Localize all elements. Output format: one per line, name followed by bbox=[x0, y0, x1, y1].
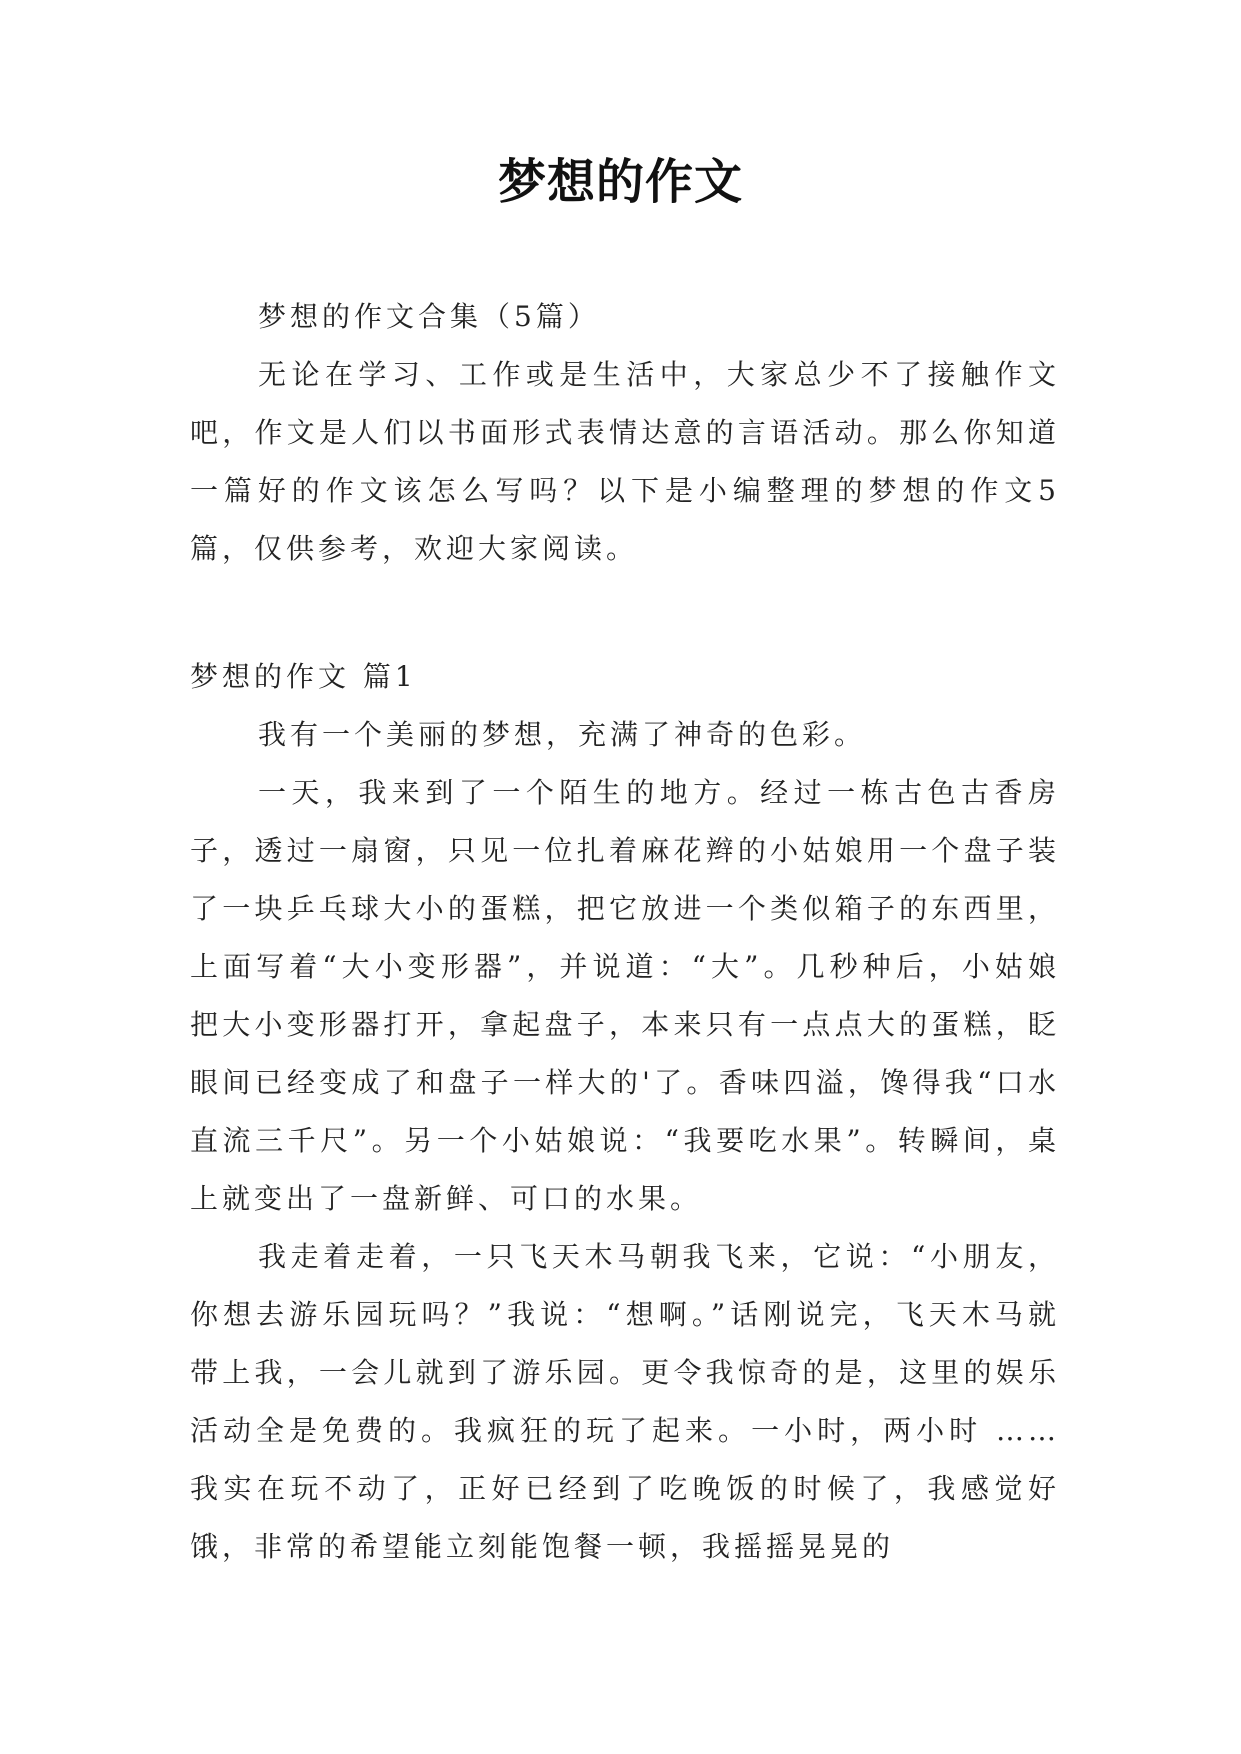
intro-paragraph: 无论在学习、工作或是生活中，大家总少不了接触作文吧，作文是人们以书面形式表情达意的言语活动。那么你知道一篇好的作文该怎么写吗？以下是小编整理的梦想的作文5篇，仅供参考，欢迎大家阅读。 bbox=[190, 358, 1060, 565]
section-spacer bbox=[190, 578, 1060, 648]
document-title: 梦想的作文 bbox=[497, 154, 743, 210]
section-heading: 梦想的作文 篇1 bbox=[190, 660, 417, 693]
body-paragraph-2: 一天，我来到了一个陌生的地方。经过一栋古色古香房子，透过一扇窗，只见一位扎着麻花辫的小姑娘用一个盘子装了一块乒乓球大小的蛋糕，把它放进一个类似箱子的东西里，上面写着“大小变形器”，并说道：“大”。几秒种后，小姑娘把大小变形器打开，拿起盘子，本来只有一点点大的蛋糕，眨眼间已经变成了和盘子一样大的'了。香味四溢，馋得我“口水直流三千尺”。另一个小姑娘说：“我要吃水果”。转瞬间，桌上就变出了一盘新鲜、可口的水果。 bbox=[190, 776, 1060, 1215]
body-paragraph-3: 我走着走着，一只飞天木马朝我飞来，它说：“小朋友，你想去游乐园玩吗？”我说：“想啊。”话刚说完，飞天木马就带上我，一会儿就到了游乐园。更令我惊奇的是，这里的娱乐活动全是免费的。我疯狂的玩了起来。一小时，两小时 …… 我实在玩不动了，正好已经到了吃晚饭的时候了，我感觉好饿，非常的希望能立刻能饱餐一顿，我摇摇晃晃的 bbox=[190, 1240, 1060, 1563]
document-body bbox=[190, 288, 1060, 1576]
body-paragraph-1: 我有一个美丽的梦想，充满了神奇的色彩。 bbox=[258, 718, 867, 751]
collection-subtitle: 梦想的作文合集（5篇） bbox=[258, 300, 600, 333]
